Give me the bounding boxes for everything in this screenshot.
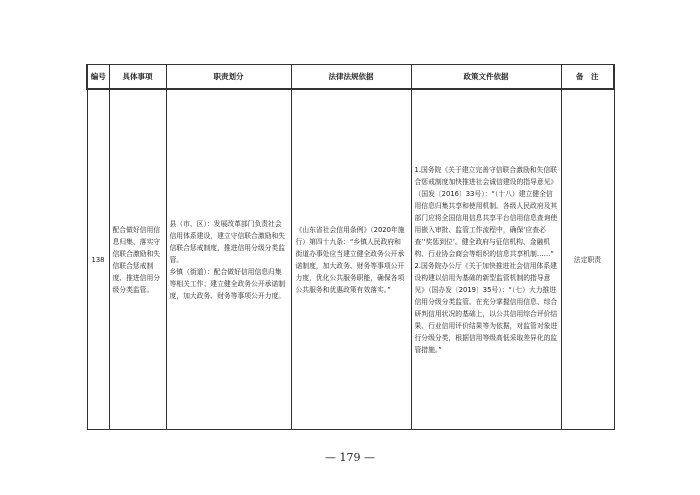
header-duty: 职责划分 xyxy=(166,65,291,90)
header-number: 编号 xyxy=(87,65,109,90)
row-policy xyxy=(411,89,561,430)
responsibility-table xyxy=(86,64,615,430)
item-text: 配合做好信用信息归集、落实守信联合激励和失信联合惩戒制度、推进信用分级分类监管。 xyxy=(112,225,161,294)
duty-county: 县（市、区）：发展改革部门负责社会信用体系建设，建立守信联合激励和失信联合惩戒制度，推进信用分级分类监管。 xyxy=(169,219,286,264)
table-header-row xyxy=(87,65,614,90)
header-remark: 备 注 xyxy=(561,65,614,90)
row-item xyxy=(109,89,166,430)
row-number: 138 xyxy=(87,89,109,430)
table-row xyxy=(87,89,614,430)
header-law: 法律法规依据 xyxy=(291,65,411,90)
header-policy: 政策文件依据 xyxy=(411,65,561,90)
law-text: 《山东省社会信用条例》（2020年施行）第四十九条：“乡镇人民政府和街道办事处应当建立健全政务公开承诺制度，加大政务、财务等事项公开力度，优化公共服务职能，确保各项公共服务和优惠政策有效落实。” xyxy=(295,225,405,294)
row-duty xyxy=(166,89,291,430)
duty-township: 乡镇（街道）：配合做好信用信息归集等相关工作；建立健全政务公开承诺制度，加大政务、财务等事项公开力度。 xyxy=(169,267,286,300)
policy-general-office: 2.国务院办公厅《关于加快推进社会信用体系建设构建以信用为基础的新型监管机制的指导意见》（国办发〔2019〕35号）：“（七）大力推进信用分级分类监管。在充分掌握信用信息、综合研判信用状况的基础上，以公共信用综合评价结果、行业信用评价结果等为依据，对监管对象进行分级分类，根据信用等级高低采取差异化的监管措施。” xyxy=(414,261,558,354)
page-number: — 179 — xyxy=(325,451,375,464)
row-remark: 法定职责 xyxy=(561,89,614,430)
header-item: 具体事项 xyxy=(109,65,166,90)
row-law xyxy=(291,89,411,430)
policy-state-council: 1.国务院《关于建立完善守信联合激励和失信联合惩戒制度加快推进社会诚信建设的指导意见》（国发〔2016〕33号）：“（十八）建立健全信用信息归集共享和使用机制。各级人民政府及其部门应将全国信用信息共享平台信用信息查询使用嵌入审批、监管工作流程中，确保‘应查必查’‘奖惩到位’。健全政府与征信机构、金融机构、行业协会商会等组织的信息共享机制……” xyxy=(414,165,558,258)
